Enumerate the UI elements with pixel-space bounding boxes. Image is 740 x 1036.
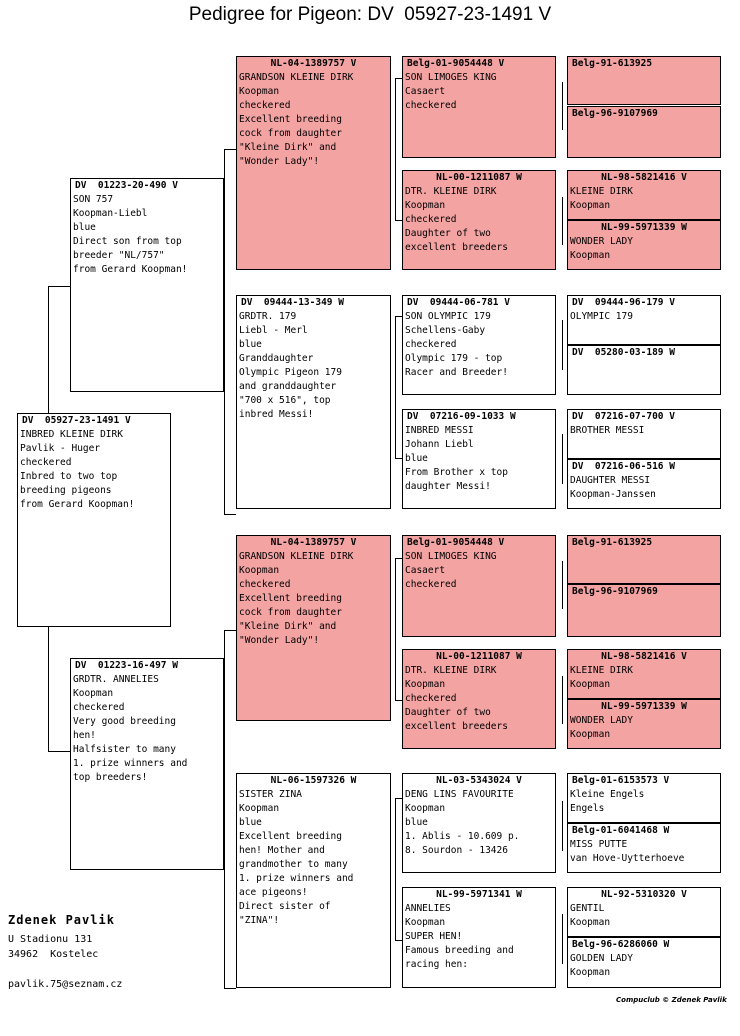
- pedigree-card-g14[interactable]: [567, 823, 721, 873]
- ring-number: NL-92-5310320 V: [601, 889, 687, 900]
- pedigree-card-sdd[interactable]: [402, 409, 556, 509]
- ring-number: Belg-01-9054448 V: [407, 537, 505, 548]
- connector-line: [562, 676, 563, 724]
- connector-line: [224, 149, 236, 150]
- pedigree-card-g8[interactable]: [567, 459, 721, 509]
- ring-number: NL-03-5343024 V: [436, 775, 522, 786]
- ring-number: DV 01223-16-497 W: [75, 660, 178, 671]
- connector-line: [562, 434, 563, 484]
- connector-line: [395, 798, 402, 799]
- pigeon-details: SISTER ZINA Koopman blue Excellent breeding hen! Mother and grandmother to many 1. prize winners and ace pigeons! Direct sister of "ZINA"!: [239, 789, 354, 926]
- ring-number: NL-98-5821416 V: [601, 172, 687, 183]
- pigeon-details: KLEINE DIRK Koopman: [570, 665, 633, 690]
- connector-line: [395, 316, 396, 458]
- pigeon-details: SON LIMOGES KING Casaert checkered: [405, 551, 497, 590]
- pedigree-card-g12[interactable]: [567, 699, 721, 749]
- pedigree-card-sds[interactable]: [402, 295, 556, 395]
- pigeon-details: DTR. KLEINE DIRK Koopman checkered Daughter of two excellent breeders: [405, 186, 508, 253]
- connector-line: [562, 82, 563, 130]
- connector-line: [562, 801, 563, 851]
- pedigree-card-dam-sire[interactable]: [236, 535, 391, 721]
- pigeon-details: DTR. KLEINE DIRK Koopman checkered Daughter of two excellent breeders: [405, 665, 508, 732]
- ring-number: NL-99-5971341 W: [436, 889, 522, 900]
- pedigree-card-sire-sire[interactable]: [236, 56, 391, 270]
- pedigree-card-dss[interactable]: [402, 535, 556, 637]
- connector-line: [224, 514, 236, 515]
- connector-line: [562, 561, 563, 609]
- ring-number: Belg-96-9107969: [572, 108, 658, 119]
- ring-number: Belg-96-9107969: [572, 586, 658, 597]
- owner-street: U Stadionu 131: [8, 934, 93, 945]
- ring-number: NL-04-1389757 V: [270, 537, 357, 548]
- connector-line: [395, 458, 402, 459]
- connector-line: [395, 78, 402, 79]
- ring-number: NL-99-5971339 W: [601, 701, 687, 712]
- pedigree-card-g2[interactable]: [567, 106, 721, 158]
- pedigree-card-g13[interactable]: [567, 773, 721, 823]
- connector-line: [48, 286, 70, 287]
- pigeon-details: GRANDSON KLEINE DIRK Koopman checkered Excellent breeding cock from daughter "Kleine Dirk" and "Wonder Lady"!: [239, 551, 354, 646]
- pigeon-details: DAUGHTER MESSI Koopman-Janssen: [570, 475, 656, 500]
- pedigree-card-g9[interactable]: [567, 535, 721, 584]
- pedigree-card-g10[interactable]: [567, 584, 721, 637]
- connector-line: [395, 798, 396, 940]
- connector-line: [48, 751, 70, 752]
- connector-line: [395, 940, 402, 941]
- connector-line: [562, 320, 563, 370]
- connector-line: [395, 220, 402, 221]
- pedigree-card-dds[interactable]: [402, 773, 556, 873]
- ring-number: NL-98-5821416 V: [601, 651, 687, 662]
- pigeon-details: Kleine Engels Engels: [570, 789, 645, 814]
- pigeon-details: GENTIL Koopman: [570, 903, 611, 928]
- pedigree-card-g5[interactable]: [567, 295, 721, 345]
- pigeon-details: BROTHER MESSI: [570, 425, 645, 436]
- connector-line: [224, 630, 225, 988]
- pedigree-card-sire[interactable]: [70, 178, 224, 392]
- ring-number: Belg-91-613925: [572, 58, 653, 69]
- pedigree-card-g3[interactable]: [567, 170, 721, 220]
- pedigree-card-g16[interactable]: [567, 937, 721, 988]
- ring-number: DV 07216-06-516 W: [572, 461, 675, 472]
- pigeon-details: GOLDEN LADY Koopman: [570, 953, 633, 978]
- pedigree-card-dam-dam[interactable]: [236, 773, 391, 988]
- owner-city: 34962 Kostelec: [8, 949, 99, 960]
- spacer: [8, 962, 122, 977]
- ring-number: Belg-96-6286060 W: [572, 939, 670, 950]
- ring-number: NL-00-1211087 W: [436, 651, 522, 662]
- pedigree-card-ssd[interactable]: [402, 170, 556, 270]
- ring-number: NL-06-1597326 W: [270, 775, 357, 786]
- pigeon-details: SON 757 Koopman-Liebl blue Direct son from top breeder "NL/757" from Gerard Koopman!: [73, 194, 188, 275]
- pedigree-card-g6[interactable]: [567, 345, 721, 395]
- page-title: Pedigree for Pigeon: DV 05927-23-1491 V: [188, 4, 552, 25]
- pigeon-details: DENG LINS FAVOURITE Koopman blue 1. Ablis - 10.609 p. 8. Sourdon - 13426: [405, 789, 520, 856]
- owner-name: Zdenek Pavlik: [8, 913, 115, 927]
- pedigree-card-g7[interactable]: [567, 409, 721, 459]
- ring-number: NL-04-1389757 V: [270, 58, 357, 69]
- ring-number: Belg-01-6153573 V: [572, 775, 670, 786]
- pedigree-card-sire-dam[interactable]: [236, 295, 391, 509]
- pedigree-card-ddd[interactable]: [402, 887, 556, 988]
- pigeon-details: INBRED KLEINE DIRK Pavlik - Huger checkered Inbred to two top breeding pigeons from Gerard Koopman!: [20, 429, 135, 510]
- pigeon-details: WONDER LADY Koopman: [570, 236, 633, 261]
- pedigree-card-subject[interactable]: [17, 413, 171, 627]
- pigeon-details: GRDTR. 179 Liebl - Merl blue Granddaughter Olympic Pigeon 179 and granddaughter "700 x 516", top inbred Messi!: [239, 311, 342, 420]
- ring-number: Belg-01-9054448 V: [407, 58, 505, 69]
- ring-number: NL-99-5971339 W: [601, 222, 687, 233]
- connector-line: [562, 914, 563, 964]
- ring-number: DV 09444-06-781 V: [407, 297, 510, 308]
- pedigree-card-dam[interactable]: [70, 658, 224, 870]
- connector-line: [395, 558, 402, 559]
- owner-email[interactable]: pavlik.75@seznam.cz: [8, 979, 123, 990]
- pigeon-details: GRANDSON KLEINE DIRK Koopman checkered Excellent breeding cock from daughter "Kleine Dirk" and "Wonder Lady"!: [239, 72, 354, 167]
- pedigree-card-g11[interactable]: [567, 649, 721, 699]
- footer-credit: Compuclub © Zdenek Pavlik: [616, 996, 727, 1004]
- pigeon-details: WONDER LADY Koopman: [570, 715, 633, 740]
- connector-line: [224, 630, 236, 631]
- ring-number: DV 09444-96-179 V: [572, 297, 675, 308]
- pedigree-card-g1[interactable]: [567, 56, 721, 105]
- pedigree-card-g4[interactable]: [567, 220, 721, 270]
- pigeon-details: KLEINE DIRK Koopman: [570, 186, 633, 211]
- ring-number: DV 09444-13-349 W: [241, 297, 344, 308]
- pedigree-card-sss[interactable]: [402, 56, 556, 158]
- ring-number: DV 05280-03-189 W: [572, 347, 675, 358]
- pigeon-details: SON OLYMPIC 179 Schellens-Gaby checkered Olympic 179 - top Racer and Breeder!: [405, 311, 508, 378]
- ring-number: DV 05927-23-1491 V: [22, 415, 131, 426]
- connector-line: [224, 149, 225, 514]
- connector-line: [224, 988, 236, 989]
- connector-line: [562, 197, 563, 245]
- owner-info: [8, 913, 122, 992]
- pedigree-card-g15[interactable]: [567, 887, 721, 937]
- pigeon-details: INBRED MESSI Johann Liebl blue From Brother x top daughter Messi!: [405, 425, 508, 492]
- connector-line: [395, 558, 396, 700]
- connector-line: [395, 316, 402, 317]
- ring-number: DV 07216-09-1033 W: [407, 411, 516, 422]
- pigeon-details: OLYMPIC 179: [570, 311, 633, 322]
- pedigree-card-dsd[interactable]: [402, 649, 556, 749]
- ring-number: DV 07216-07-700 V: [572, 411, 675, 422]
- ring-number: DV 01223-20-490 V: [75, 180, 178, 191]
- ring-number: Belg-01-6041468 W: [572, 825, 670, 836]
- pigeon-details: MISS PUTTE van Hove-Uytterhoeve: [570, 839, 685, 864]
- pigeon-details: GRDTR. ANNELIES Koopman checkered Very good breeding hen! Halfsister to many 1. prize winners and top breeders!: [73, 674, 188, 783]
- connector-line: [395, 78, 396, 220]
- connector-line: [395, 700, 402, 701]
- ring-number: Belg-91-613925: [572, 537, 653, 548]
- pigeon-details: SON LIMOGES KING Casaert checkered: [405, 72, 497, 111]
- ring-number: NL-00-1211087 W: [436, 172, 522, 183]
- pigeon-details: ANNELIES Koopman SUPER HEN! Famous breeding and racing hen:: [405, 903, 514, 970]
